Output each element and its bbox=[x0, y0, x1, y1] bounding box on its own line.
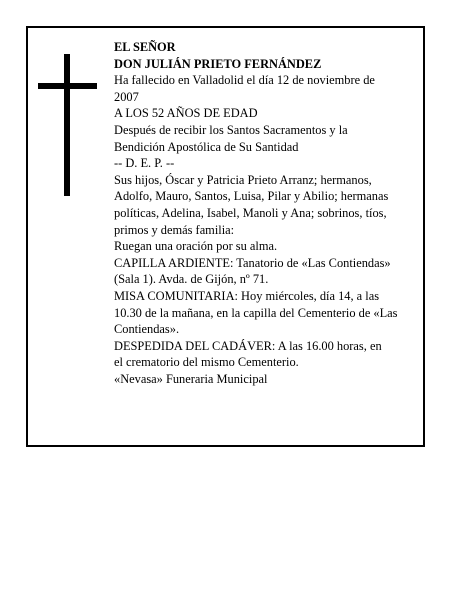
notice-line: Después de recibir los Santos Sacramentos y la bbox=[114, 122, 348, 137]
notice-line: Adolfo, Mauro, Santos, Luisa, Pilar y Abilio; hermanas bbox=[114, 189, 389, 204]
cross-icon-vertical-bar bbox=[64, 54, 70, 196]
notice-line: Bendición Apostólica de Su Santidad bbox=[114, 139, 299, 154]
notice-line: Ha fallecido en Valladolid el día 12 de noviembre de bbox=[114, 73, 375, 88]
notice-line: -- D. E. P. -- bbox=[114, 156, 175, 171]
notice-line: MISA COMUNITARIA: Hoy miércoles, día 14, a las bbox=[114, 288, 380, 303]
notice-line: Ruegan una oración por su alma. bbox=[114, 239, 278, 254]
notice-line: Sus hijos, Óscar y Patricia Prieto Arranz; hermanos, bbox=[114, 172, 372, 187]
notice-line: CAPILLA ARDIENTE: Tanatorio de «Las Contiendas» bbox=[114, 255, 391, 270]
notice-line: 2007 bbox=[114, 89, 139, 104]
deceased-name: DON JULIÁN PRIETO FERNÁNDEZ bbox=[114, 56, 322, 71]
notice-line: A LOS 52 AÑOS DE EDAD bbox=[114, 106, 258, 121]
obituary-text bbox=[114, 39, 432, 387]
notice-line: primos y demás familia: bbox=[114, 222, 235, 237]
notice-line: DESPEDIDA DEL CADÁVER: A las 16.00 horas, en bbox=[114, 338, 382, 353]
notice-title: EL SEÑOR bbox=[114, 40, 176, 54]
notice-line: el crematorio del mismo Cementerio. bbox=[114, 355, 299, 370]
notice-line: políticas, Adelina, Isabel, Manoli y Ana; sobrinos, tíos, bbox=[114, 205, 387, 220]
notice-line: (Sala 1). Avda. de Gijón, nº 71. bbox=[114, 272, 269, 287]
notice-line: «Nevasa» Funeraria Municipal bbox=[114, 371, 268, 386]
notice-line: Contiendas». bbox=[114, 322, 180, 337]
notice-line: 10.30 de la mañana, en la capilla del Cementerio de «Las bbox=[114, 305, 398, 320]
cross-icon-horizontal-bar bbox=[38, 83, 97, 89]
